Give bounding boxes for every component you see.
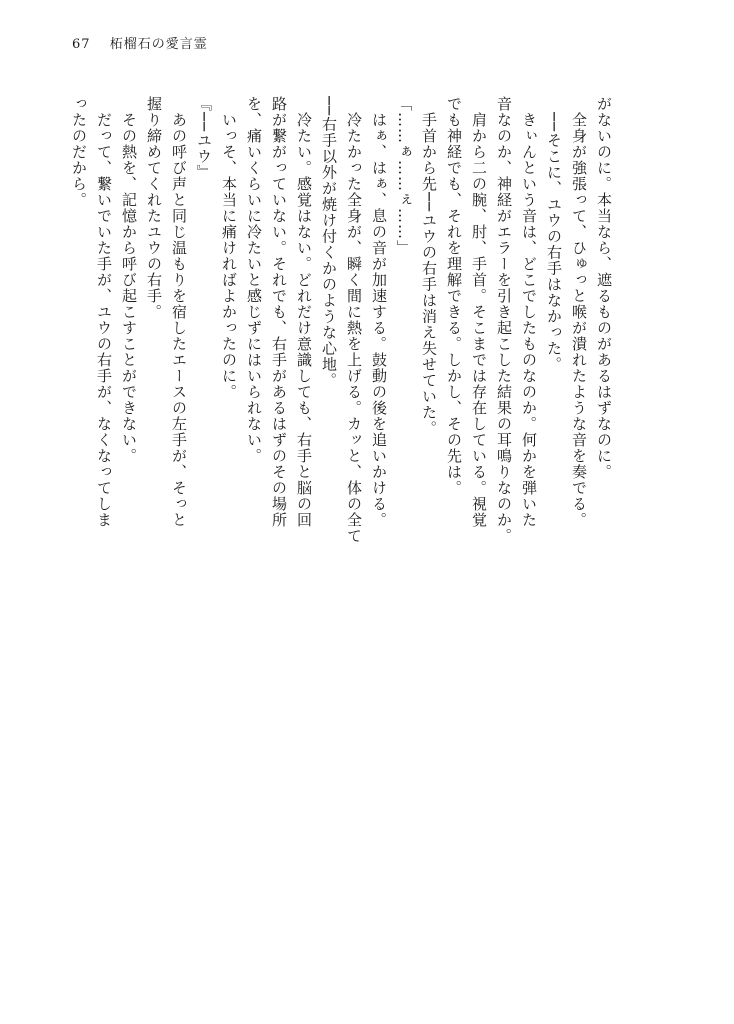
text-line: 全身が強張って、ひゅっと喉が潰れたような音を奏でる。 — [570, 96, 588, 528]
text-line: を、痛いくらいに冷たいと感じずにはいられない。 — [245, 96, 263, 464]
text-line: 肩から二の腕、肘、手首。そこまでは存在している。視覚 — [470, 96, 488, 528]
text-line: 冷たかった全身が、瞬く間に熱を上げる。カッと、体の全て — [345, 96, 363, 544]
text-line: だって、繋いでいた手が、ユウの右手が、なくなってしま — [95, 96, 113, 528]
text-line: いっそ、本当に痛ければよかったのに。 — [220, 96, 238, 400]
text-line: 路が繋がっていない。それでも、右手があるはずのその場所 — [270, 96, 288, 528]
text-line: 「……ぁ……ぇ……」 — [395, 96, 413, 256]
text-line: 握り締めてくれたユウの右手。 — [145, 96, 163, 320]
running-header — [72, 33, 208, 52]
text-line: ──そこに、ユウの右手はなかった。 — [545, 96, 563, 373]
text-line: はぁ、はぁ、息の音が加速する。鼓動の後を追いかける。 — [370, 96, 388, 528]
text-line: その熱を、記憶から呼び起こすことができない。 — [120, 96, 138, 464]
text-line: きぃんという音は、どこでしたものなのか。何かを弾いた — [520, 96, 538, 528]
vertical-body-text — [70, 96, 616, 926]
text-line: 『──ユウ』 — [195, 96, 213, 181]
text-line: 音なのか、神経がエラーを引き起こした結果の耳鳴りなのか。 — [495, 96, 513, 544]
page-number: 67 — [72, 37, 91, 52]
text-line: がないのに。本当なら、遮るものがあるはずなのに。 — [595, 96, 613, 480]
text-line: 冷たい。感覚はない。どれだけ意識しても、右手と脳の回 — [295, 96, 313, 528]
text-line: あの呼び声と同じ温もりを宿したエースの左手が、そっと — [170, 96, 188, 528]
text-line: 手首から先──ユウの右手は消え失せていた。 — [420, 96, 438, 437]
text-line: でも神経でも、それを理解できる。しかし、その先は。 — [445, 96, 463, 496]
text-line: ったのだから。 — [70, 96, 88, 208]
running-title: 柘榴石の愛言霊 — [109, 37, 208, 52]
text-line: ──右手以外が焼け付くかのような心地。 — [320, 96, 338, 389]
